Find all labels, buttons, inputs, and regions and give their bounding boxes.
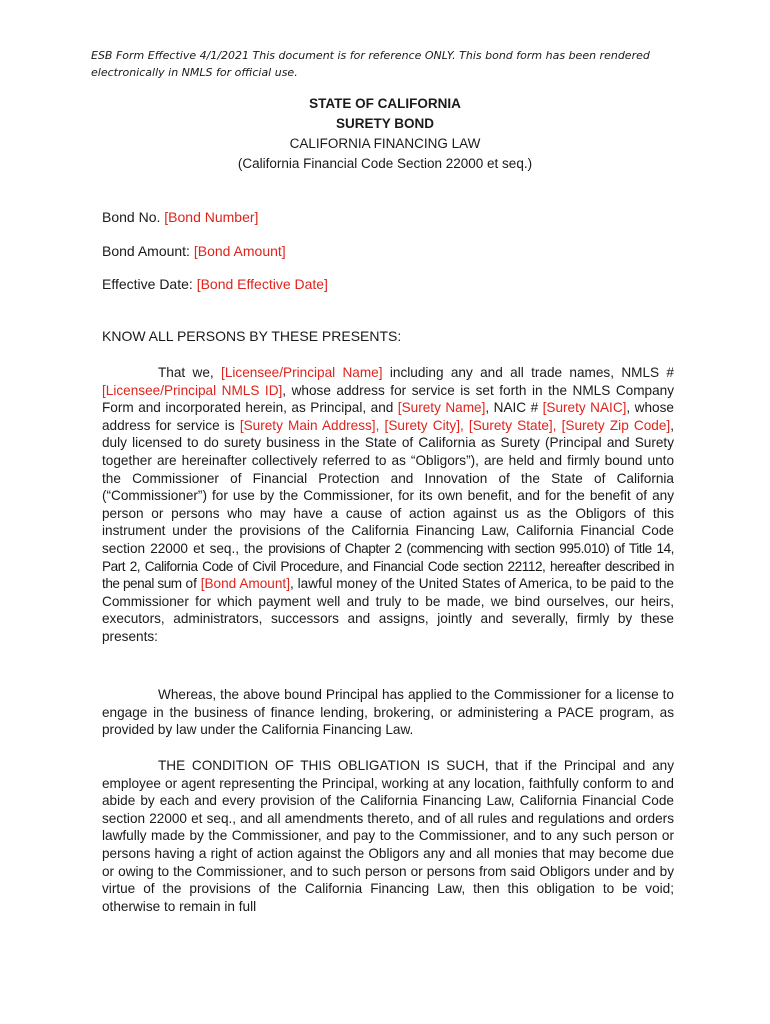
para1-text: of bbox=[181, 576, 201, 592]
law-title: CALIFORNIA FINANCING LAW bbox=[289, 136, 481, 151]
obligors-paragraph bbox=[102, 364, 674, 646]
effective-date-placeholder: [Bond Effective Date] bbox=[196, 276, 328, 292]
para1-text: , lawful money of the United States of America, to be paid to the Commissioner for which payment well and truly to be made, we bind ourselves, our heirs, executors, administrators, successors and assigns, jointly and severally, firmly by these presents: bbox=[102, 576, 674, 644]
code-section: (California Financial Code Section 22000 et seq.) bbox=[237, 156, 533, 171]
condition-text: THE CONDITION OF THIS OBLIGATION IS SUCH, that if the Principal and any employee or agent representing the Principal, working at any location, faithfully conform to and abide by each and every provision of the California Financing Law, California Financial Code section 22000 et seq., and all amendments thereto, and of all rules and regulations and orders lawfully made by the Commissioner, and pay to the Commissioner, and to any such person or persons having a right of action against the Obligors any and all monies that may become due or owing to the Commissioner, and to such person or persons from said Obligors under and by virtue of the provisions of the California Financing Law, then this obligation to be void; otherwise to remain in full bbox=[102, 758, 674, 914]
para1-text: , duly licensed to do surety business in the State of California as Surety (Principal and Surety together are hereinafter collectively referred to as “Obligors”), are held and firmly bound unto the Commissioner of Financial Protection and Innovation of the State of California (“Commissioner”) for use by the Commissioner, for its own benefit, and for the benefit of any person or persons who may have a cause of action against us as the Obligors of this instrument under the provisions of the California Financing Law, California Financial Code section 22000 et seq., the bbox=[102, 417, 674, 556]
para1-text: , whose address for service is set forth in the NMLS Company Form and incorporated herein, as Principal, and bbox=[102, 382, 674, 416]
bond-number-label: Bond No. bbox=[102, 209, 165, 225]
surety-name-placeholder: [Surety Name] bbox=[397, 400, 486, 416]
surety-naic-placeholder: [Surety NAIC] bbox=[542, 400, 627, 416]
penal-sum-placeholder: [Bond Amount] bbox=[200, 576, 290, 592]
condition-paragraph bbox=[102, 757, 674, 915]
licensee-name-placeholder: [Licensee/Principal Name] bbox=[221, 365, 383, 380]
bond-number-line bbox=[102, 208, 258, 226]
title-block bbox=[0, 94, 770, 174]
para1-text: , NAIC # bbox=[485, 400, 543, 416]
bond-amount-label: Bond Amount: bbox=[102, 243, 194, 259]
para1-text: provisions of Chapter 2 (commencing with section 995.010) of Title 14, Part 2, California Code of Civil Procedure, and Financial Code section 22112, hereafter described in the penal sum bbox=[102, 540, 675, 592]
whereas-text: Whereas, the above bound Principal has applied to the Commissioner for a license to engage in the business of finance lending, brokering, or administering a PACE program, as provided by law under the California Financing Law. bbox=[102, 687, 674, 738]
effective-date-label: Effective Date: bbox=[102, 276, 197, 292]
bond-amount-line bbox=[102, 242, 286, 260]
bond-amount-placeholder: [Bond Amount] bbox=[193, 243, 286, 259]
surety-address-placeholder: [Surety Main Address], [Surety City], [Surety State], [Surety Zip Code] bbox=[239, 417, 671, 433]
para1-text: including any and all trade names, NMLS # bbox=[382, 365, 674, 380]
bond-type-title: SURETY BOND bbox=[335, 116, 434, 131]
licensee-nmls-placeholder: [Licensee/Principal NMLS ID] bbox=[102, 382, 283, 398]
state-title: STATE OF CALIFORNIA bbox=[309, 96, 461, 111]
bond-number-placeholder: [Bond Number] bbox=[164, 209, 259, 225]
reference-note: ESB Form Effective 4/1/2021 This document is for reference ONLY. This bond form has been rendered electronically in NMLS for official use. bbox=[91, 49, 650, 79]
whereas-paragraph bbox=[102, 686, 674, 739]
para1-text: , whose address for service is bbox=[102, 400, 674, 433]
effective-date-line bbox=[102, 275, 328, 293]
know-all-heading: KNOW ALL PERSONS BY THESE PRESENTS: bbox=[102, 328, 402, 344]
para1-text: That we, bbox=[158, 365, 222, 380]
